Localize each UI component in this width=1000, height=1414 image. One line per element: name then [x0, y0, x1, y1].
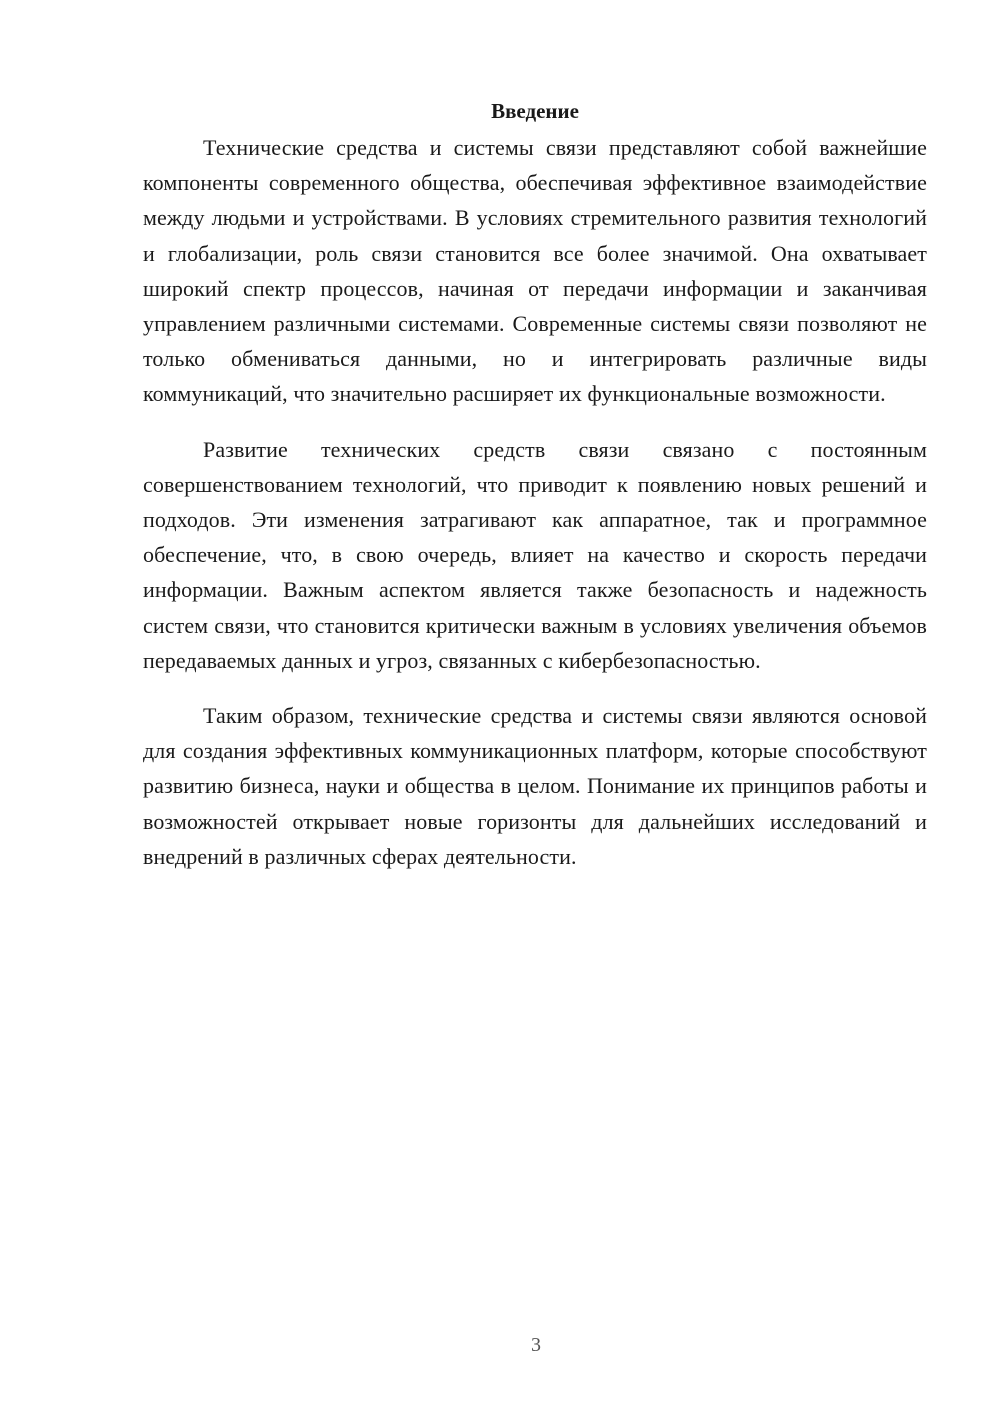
paragraph-1: Технические средства и системы связи представляют собой важнейшие компоненты современного общества, обеспечивая эффективное взаимодействие между людьми и устройствами. В условиях стремительного развития технологий и глобализации, роль связи становится все более значимой. Она охватывает широкий спектр процессов, начиная от передачи информации и заканчивая управлением различными системами. Современные системы связи позволяют не только обмениваться данными, но и интегрировать различные виды коммуникаций, что значительно расширяет их функциональные возможности. [143, 135, 927, 407]
paragraph-3: Таким образом, технические средства и системы связи являются основой для создания эффективных коммуникационных платформ, которые способствуют развитию бизнеса, науки и общества в целом. Понимание их принципов работы и возможностей открывает новые горизонты для дальнейших исследований и внедрений в различных сферах деятельности. [143, 703, 927, 869]
page-number: 3 [531, 1334, 541, 1356]
page-content [143, 96, 927, 894]
paragraph-2: Развитие технических средств связи связано с постоянным совершенствованием технологий, что приводит к появлению новых решений и подходов. Эти изменения затрагивают как аппаратное, так и программное обеспечение, что, в свою очередь, влияет на качество и скорость передачи информации. Важным аспектом является также безопасность и надежность систем связи, что становится критически важным в условиях увеличения объемов передаваемых данных и угроз, связанных с кибербезопасностью. [143, 436, 927, 673]
section-title: Введение [491, 99, 579, 123]
